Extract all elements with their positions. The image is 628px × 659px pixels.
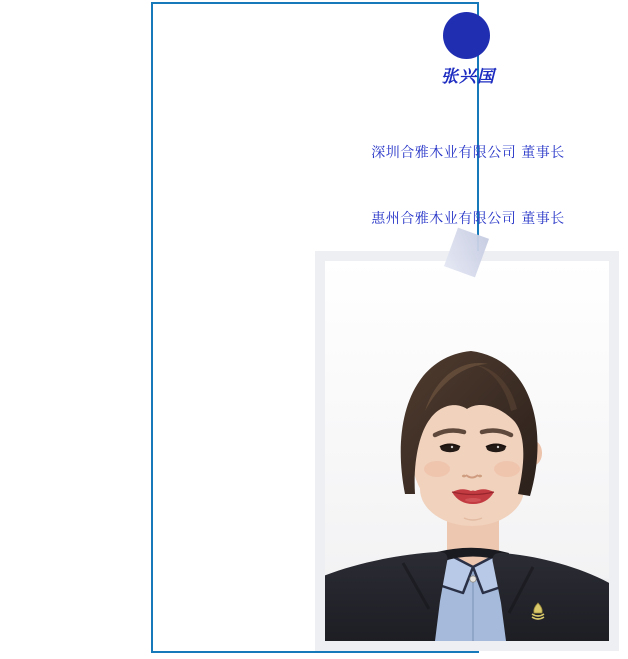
profile-name: 张兴国 [441,67,495,87]
title-line: 惠州合雅木业有限公司 董事长 [371,211,565,227]
title-line: 深圳合雅木业有限公司 董事长 [371,145,565,161]
avatar-circle-icon [443,12,490,59]
profile-card [151,2,565,653]
portrait-photo [325,261,609,641]
photo-frame [315,251,619,651]
